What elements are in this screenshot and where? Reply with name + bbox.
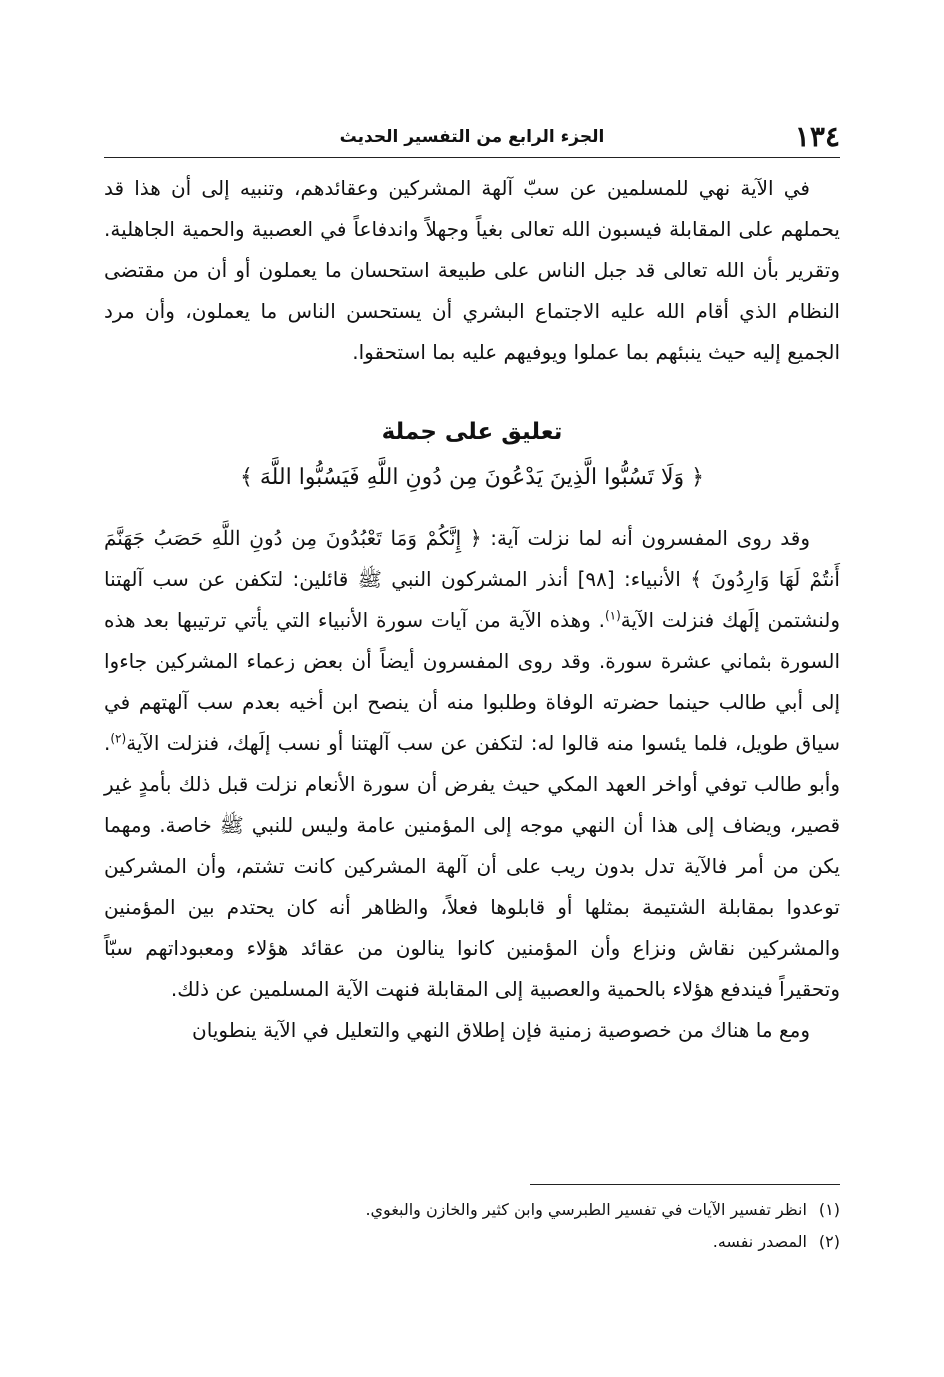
header-rule [104,157,840,158]
page-header [104,118,840,158]
footnote-reference: (١) [604,608,621,623]
footnote-reference: (٢) [110,731,127,746]
page-number: ١٣٤ [794,120,840,153]
paragraph: في الآية نهي للمسلمين عن سبّ آلهة المشركين وعقائدهم، وتنبيه إلى أن هذا قد يحملهم على المقابلة فيسبون الله تعالى بغياً وجهلاً واندفاعاً في العصبية والحمية الجاهلية. وتقرير بأن الله تعالى قد جبل الناس على طبيعة استحسان ما يعملون أو أن من مقتضى النظام الذي أقام الله عليه الاجتماع البشري أن يستحسن الناس ما يعملون، وأن مرد الجميع إليه حيث ينبئهم بما عملوا ويوفيهم عليه بما استحقوا. [104,176,840,364]
footnote [104,1194,840,1226]
paragraph [104,518,840,1010]
paragraph-intro: وقد روى المفسرون أنه لما نزلت آية: [481,526,810,550]
footnote-text: انظر تفسير الآيات في تفسير الطبرسي وابن كثير والخازن والبغوي. [365,1200,807,1219]
footnotes [104,1194,840,1258]
footnote-number: (٢) [818,1232,840,1251]
paragraph-text: . وأبو طالب توفي أواخر العهد المكي حيث يفرض أن سورة الأنعام نزلت قبل ذلك بأمدٍ غير قصير، ويضاف إلى هذا أن النهي موجه إلى المؤمنين عامة وليس للنبي ﷺ خاصة. ومهما يكن من أمر فالآية تدل بدون ريب على أن آلهة المشركين كانت تشتم، وأن المشركين توعدوا بمقابلة الشتيمة بمثلها أو قابلوها فعلاً، والظاهر أنه كان يحتدم بين المؤمنين والمشركين نقاش ونزاع وأن المؤمنين كانوا ينالون من عقائد هؤلاء ومعبوداتهم سبّاً وتحقيراً فيندفع هؤلاء بالحمية والعصبية إلى المقابلة فنهت الآية المسلمين عن ذلك. [104,731,840,1001]
paragraph-text: الأنبياء: [٩٨] أنذر المشركون النبي ﷺ قائلين: لتكفن عن سب آلهتنا ولنشتمن إلَهك فنزلت الآية [104,567,840,632]
quran-quote: ﴿ إِنَّكُمْ وَمَا تَعْبُدُونَ مِن دُونِ اللَّهِ حَصَبُ جَهَنَّمَ أَنتُمْ لَهَا وَارِدُونَ ﴾ [104,526,840,591]
footnote-text: المصدر نفسه. [712,1232,807,1251]
footnote [104,1226,840,1258]
section-heading: تعليق على جملة [381,419,563,445]
paragraph-text: . وهذه الآية من آيات سورة الأنبياء التي يأتي ترتيبها بعد هذه السورة بثماني عشرة سورة. وقد روى المفسرون أيضاً أن بعض زعماء المشركين جاءوا إلى أبي طالب حينما حضرته الوفاة وطلبوا منه أن ينصح ابن أخيه بعدم سب آلهتهم في سياق طويل، فلما يئسوا منه قالوا له: لتكفن عن سب آلهتنا أو نسب إلَهك، فنزلت الآية [104,608,840,755]
paragraph: ومع ما هناك من خصوصية زمنية فإن إطلاق النهي والتعليل في الآية ينطويان [192,1018,810,1042]
footnote-number: (١) [818,1200,840,1219]
section-2 [104,518,840,1051]
footnote-separator [530,1184,840,1185]
running-title: الجزء الرابع من التفسير الحديث [339,127,605,147]
quran-verse-heading: ﴿ وَلَا تَسُبُّوا الَّذِينَ يَدْعُونَ مِن دُونِ اللَّهِ فَيَسُبُّوا اللَّهَ ﴾ [239,465,705,490]
section-1 [104,168,840,373]
